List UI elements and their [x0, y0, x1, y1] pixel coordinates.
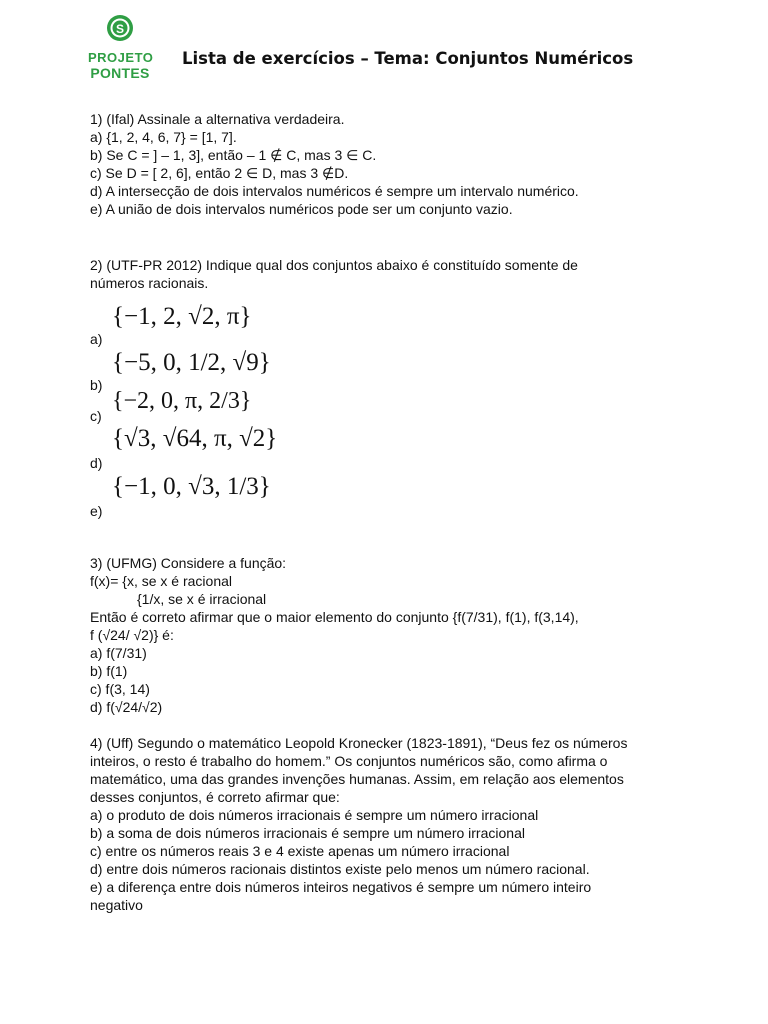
logo-text-projeto: PROJETO: [88, 50, 154, 65]
q1-option-a: a) {1, 2, 4, 6, 7} = [1, 7].: [90, 129, 237, 145]
q4-text-line4: desses conjuntos, é correto afirmar que:: [90, 789, 340, 805]
q4-option-e-line2: negativo: [90, 897, 143, 913]
q1-stem: 1) (Ifal) Assinale a alternativa verdadeira.: [90, 111, 345, 127]
q2-option-b: [90, 349, 310, 393]
q3-option-b: b) f(1): [90, 663, 128, 679]
q2-option-c: [90, 388, 310, 424]
q2-option-b-label: b): [90, 377, 103, 393]
q1-option-b: b) Se C = ] – 1, 3], então – 1 ∉ C, mas 3 ∈ C.: [90, 147, 377, 163]
q2-option-d: [90, 425, 330, 471]
q3-option-c: c) f(3, 14): [90, 681, 150, 697]
projeto-pontes-logo: [88, 12, 152, 82]
q4-text-line2: inteiros, o resto é trabalho do homem.” Os conjuntos numéricos são, como afirma o: [90, 753, 608, 769]
logo-emblem-icon: [106, 14, 134, 48]
q2-option-b-expression: {−5, 0, 1/2, √9}: [112, 349, 271, 376]
q4-option-c: c) entre os números reais 3 e 4 existe apenas um número irracional: [90, 843, 510, 859]
q1-option-e: e) A união de dois intervalos numéricos pode ser um conjunto vazio.: [90, 201, 513, 217]
q2-stem-line2: números racionais.: [90, 275, 209, 291]
q2-option-a: [90, 303, 290, 347]
q4-text-line3: matemático, uma das grandes invenções humanas. Assim, em relação aos elementos: [90, 771, 624, 787]
q2-option-d-label: d): [90, 455, 103, 471]
q3-function-line1: f(x)= {x, se x é racional: [90, 573, 233, 589]
q4-option-d: d) entre dois números racionais distintos existe pelo menos um número racional.: [90, 861, 590, 877]
q2-option-a-expression: {−1, 2, √2, π}: [112, 303, 252, 330]
q4-option-b: b) a soma de dois números irracionais é sempre um número irracional: [90, 825, 525, 841]
q2-option-c-expression: {−2, 0, π, 2/3}: [112, 388, 252, 414]
q1-option-d: d) A intersecção de dois intervalos numéricos é sempre um intervalo numérico.: [90, 183, 579, 199]
q1-option-c: c) Se D = [ 2, 6], então 2 ∈ D, mas 3 ∉D.: [90, 165, 349, 181]
q4-text-line1: 4) (Uff) Segundo o matemático Leopold Kronecker (1823-1891), “Deus fez os números: [90, 735, 628, 751]
q3-option-d: d) f(√24/√2): [90, 699, 163, 715]
q3-function-line2: {1/x, se x é irracional: [137, 591, 267, 607]
q4-option-e-line1: e) a diferença entre dois números inteiros negativos é sempre um número inteiro: [90, 879, 592, 895]
q3-option-a: a) f(7/31): [90, 645, 147, 661]
q2-stem-line1: 2) (UTF-PR 2012) Indique qual dos conjuntos abaixo é constituído somente de: [90, 257, 578, 273]
q4-option-a: a) o produto de dois números irracionais é sempre um número irracional: [90, 807, 539, 823]
page-header: [88, 12, 728, 82]
q2-option-e: [90, 473, 330, 519]
logo-text-pontes: PONTES: [90, 65, 150, 81]
q3-then-line2: f (√24/ √2)} é:: [90, 627, 174, 643]
q2-option-c-label: c): [90, 408, 102, 424]
q2-option-e-expression: {−1, 0, √3, 1/3}: [112, 473, 271, 500]
q2-option-e-label: e): [90, 503, 103, 519]
q2-option-d-expression: {√3, √64, π, √2}: [112, 425, 278, 452]
svg-text:S: S: [115, 22, 125, 36]
q3-stem: 3) (UFMG) Considere a função:: [90, 555, 287, 571]
q2-option-a-label: a): [90, 331, 103, 347]
page-title: Lista de exercícios – Tema: Conjuntos Numéricos: [182, 49, 634, 68]
q3-then-line1: Então é correto afirmar que o maior elemento do conjunto {f(7/31), f(1), f(3,14),: [90, 609, 579, 625]
